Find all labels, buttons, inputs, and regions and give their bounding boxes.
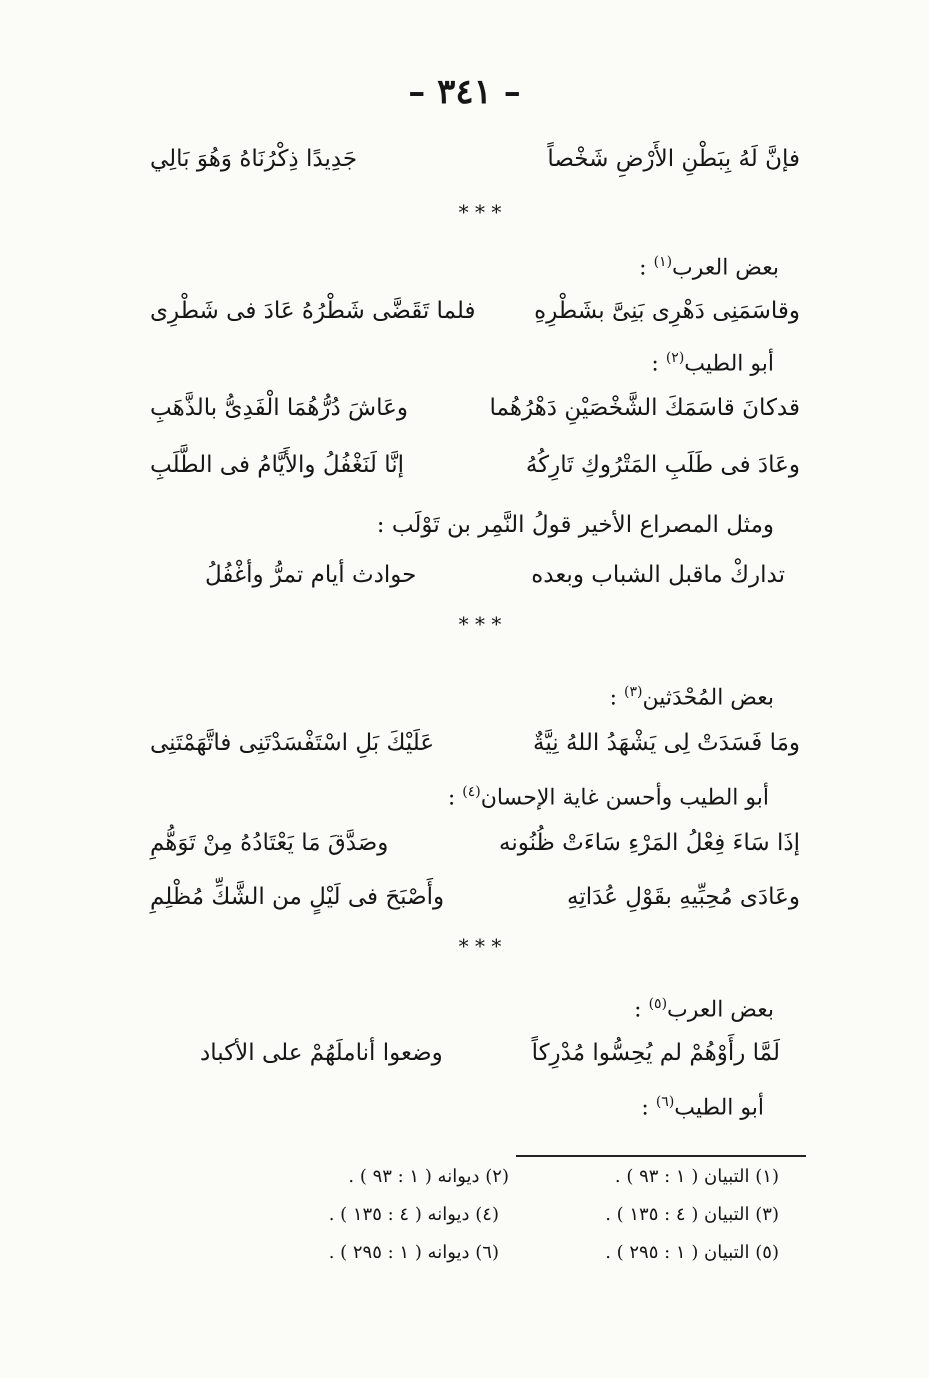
heading-label: أبو الطيب [674, 1095, 764, 1121]
verse-line [150, 884, 800, 930]
heading-colon: : [447, 785, 456, 811]
page-number: – ٣٤١ – [408, 72, 521, 112]
verse-first-hemistich: لَمَّا رأَوْهُمْ لم يُحِسُّوا مُدْرِكاً [531, 1040, 780, 1066]
heading-colon: : [651, 351, 659, 377]
footnote: (١) التبيان ( ١ : ٩٣ ) . [614, 1166, 779, 1187]
footnote-ref: (٦) [655, 1094, 675, 1110]
verse-line [150, 730, 800, 776]
heading-colon: : [609, 685, 618, 711]
section-separator-stars: * * * [458, 612, 502, 636]
heading-label: بعض العرب [667, 997, 774, 1023]
verse-second-hemistich: عَلَيْكَ بَلِ اسْتَفْسَدْتَنِى فاتَّهَمْتَنِى [150, 730, 435, 756]
verse-line [200, 1040, 780, 1086]
verse-first-hemistich: فإنَّ لَهُ بِبَطْنِ الأَرْضِ شَخْصاً [547, 146, 800, 172]
section-separator-stars: * * * [458, 934, 502, 958]
section-heading [448, 784, 769, 810]
verse-first-hemistich: إذَا سَاءَ فِعْلُ المَرْءِ سَاءَتْ ظُنُونه [499, 830, 800, 856]
verse-second-hemistich: فلما تَقَضَّى شَطْرُهُ عَادَ فى شَطْرِى [150, 298, 476, 324]
section-heading [641, 1094, 764, 1120]
heading-colon: : [641, 1095, 649, 1121]
verse-line [150, 452, 800, 498]
section-heading [639, 254, 779, 280]
footnote-ref: (٤) [462, 784, 481, 800]
verse-second-hemistich: وصَدَّقَ مَا يَعْتَادُهُ مِنْ تَوَهُّمِ [150, 830, 389, 856]
heading-label: بعض المُحْدَثين [642, 685, 774, 711]
footnote: (٤) ديوانه ( ٤ : ١٣٥ ) . [328, 1204, 499, 1225]
footnote: (٢) ديوانه ( ١ : ٩٣ ) . [348, 1166, 509, 1187]
verse-line [150, 395, 800, 441]
footnote-ref: (٢) [665, 350, 685, 366]
verse-first-hemistich: قدكانَ قاسَمَكَ الشَّخْصَيْنِ دَهْرُهُما [489, 395, 800, 421]
verse-line [150, 830, 800, 876]
heading-colon: : [639, 255, 647, 281]
verse-first-hemistich: تداركْ ماقبل الشباب وبعده [531, 562, 785, 588]
verse-line [150, 298, 800, 344]
verse-second-hemistich: جَدِيدًا ذِكْرُنَاهُ وَهُوَ بَالِي [150, 146, 358, 172]
heading-label: أبو الطيب [684, 351, 774, 377]
heading-label: بعض العرب [672, 255, 779, 281]
footnote-ref: (١) [653, 254, 673, 270]
footnote-ref: (٣) [624, 684, 643, 700]
verse-second-hemistich: وأَصْبَحَ فى لَيْلٍ من الشَّكِّ مُظْلِمِ [150, 884, 445, 910]
verse-first-hemistich: وعَادَى مُحِبِّيهِ بقَوْلِ عُدَاتِهِ [567, 884, 800, 910]
footnote-ref: (٥) [648, 996, 668, 1012]
footnote: (٦) ديوانه ( ١ : ٢٩٥ ) . [328, 1242, 499, 1263]
heading-label: أبو الطيب وأحسن غاية الإحسان [480, 785, 769, 811]
verse-second-hemistich: حوادث أيام تمرُّ وأغْفُلُ [205, 562, 417, 588]
verse-line [205, 562, 785, 608]
footnote: (٣) التبيان ( ٤ : ١٣٥ ) . [605, 1204, 779, 1225]
section-separator-stars: * * * [458, 200, 502, 224]
footnote: (٥) التبيان ( ١ : ٢٩٥ ) . [605, 1242, 779, 1263]
verse-second-hemistich: وعَاشَ دُرُّهُمَا الْفَدِىُّ بالذَّهَبِ [150, 395, 408, 421]
verse-second-hemistich: إنَّا لَنَغْفُلُ والأَيَّامُ فى الطَّلَبِ [150, 452, 405, 478]
verse-line [150, 146, 800, 192]
verse-first-hemistich: وعَادَ فى طَلَبِ المَتْرُوكِ تَارِكُهُ [525, 452, 800, 478]
section-heading [634, 996, 774, 1022]
prose-note: ومثل المصراع الأخير قولُ النَّمِر بن تَوْلَب : [376, 512, 774, 538]
verse-first-hemistich: ومَا فَسَدَتْ لِى يَشْهَدُ اللهُ نِيَّةٌ [532, 730, 800, 756]
verse-second-hemistich: وضعوا أناملَهُمْ على الأكباد [200, 1040, 443, 1066]
heading-colon: : [634, 997, 642, 1023]
footnote-rule [516, 1155, 806, 1157]
verse-first-hemistich: وقاسَمَنِى دَهْرِى بَنِىَّ بشَطْرِهِ [534, 298, 800, 324]
section-heading [610, 684, 774, 710]
section-heading [651, 350, 774, 376]
